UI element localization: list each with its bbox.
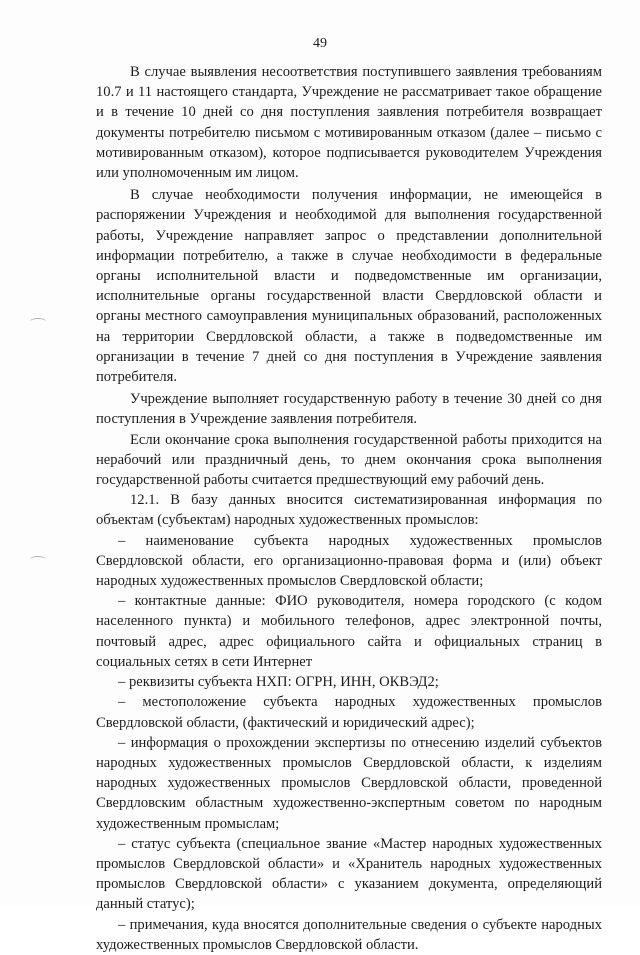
list-item-requisites: – реквизиты субъекта НХП: ОГРН, ИНН, ОКВЭД2; — [118, 674, 439, 691]
list-item-notes: – примечания, куда вносятся дополнительные сведения о субъекте народных художественных промыслов Свердловской области. — [96, 916, 602, 953]
paragraph-database-section: 12.1. В базу данных вносится систематизированная информация по объектам (субъектам) народных художественных промыслов: — [96, 492, 602, 529]
paragraph-refusal: В случае выявления несоответствия поступившего заявления требованиям 10.7 и 11 настоящего стандарта, Учреждение не рассматривает такое обращение и в течение 10 дней со дня поступления заявления потребителя возвращает документы потребителю письмом с мотивированным отказом (далее – письмо с мотивированным отказом), которое подписывается руководителем Учреждения или уполномоченным им лицом. — [96, 64, 602, 182]
page-number: 49 — [313, 36, 327, 51]
paragraph-holiday-rule: Если окончание срока выполнения государственной работы приходится на нерабочий или праздничный день, то днем окончания срока выполнения государственной работы считается предшествующий ему рабочий день. — [96, 431, 602, 489]
scan-mark-top — [30, 318, 46, 325]
list-item-location: – местоположение субъекта народных художественных промыслов Свердловской области, (фактический и юридический адрес); — [96, 694, 602, 731]
list-item-status: – статус субъекта (специальное звание «Мастер народных художественных промыслов Свердловской области» и «Хранитель народных художественных промыслов Свердловской области» с указанием документа, определяющий данный статус); — [96, 835, 602, 913]
paragraph-execution-term: Учреждение выполняет государственную работу в течение 30 дней со дня поступления в Учреждение заявления потребителя. — [96, 391, 602, 428]
list-item-name: – наименование субъекта народных художественных промыслов Свердловской области, его организационно-правовая форма и (или) объект народных художественных промыслов Свердловской области; — [96, 532, 602, 590]
scan-mark-bottom — [30, 556, 46, 563]
document-body — [96, 62, 602, 955]
list-item-expertise: – информация о прохождении экспертизы по отнесению изделий субъектов народных художественных промыслов Свердловской области, к изделиям народных художественных промыслов Свердловской области, проведенной Свердловским областным художественно-экспертным советом по народным художественным промыслам; — [96, 734, 602, 832]
paragraph-information-request: В случае необходимости получения информации, не имеющейся в распоряжении Учреждения и необходимой для выполнения государственной работы, Учреждение направляет запрос о представлении дополнительной информации потребителю, а также в случае необходимости в федеральные органы исполнительной власти и подведомственные им организации, исполнительные органы государственной власти Свердловской области и органы местного самоуправления муниципальных образований, расположенных на территории Свердловской области, а также в подведомственные им организации в течение 7 дней со дня поступления в Учреждение заявления потребителя. — [96, 187, 602, 386]
list-item-contacts: – контактные данные: ФИО руководителя, номера городского (с кодом населенного пункта) и мобильного телефонов, адрес электронной почты, почтовый адрес, адрес официального сайта и официальных страниц в социальных сетях в сети Интернет — [96, 593, 602, 670]
